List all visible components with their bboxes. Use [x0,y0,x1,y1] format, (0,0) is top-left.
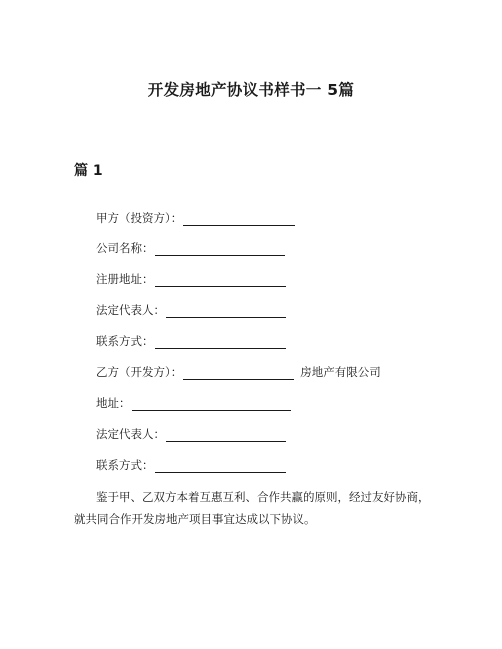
field-label: 联系方式： [96,334,154,348]
address-field [96,395,291,411]
fill-in-blank [166,305,286,318]
party-b-field [96,364,381,380]
field-suffix: 房地产有限公司 [300,365,381,379]
fill-in-blank [155,243,285,256]
field-label: 联系方式： [96,458,154,472]
legal-representative-field [96,302,286,318]
fill-in-blank [132,398,291,411]
field-label: 甲方（投资方）： [96,211,183,225]
field-label: 法定代表人： [96,303,165,317]
legal-representative-field-b [96,426,286,442]
field-label: 注册地址： [96,272,154,286]
fill-in-blank [183,213,295,226]
field-label: 地址： [96,396,131,410]
company-name-field [96,240,285,256]
field-label: 乙方（开发方）： [96,365,183,379]
document-title: 开发房地产协议书样书一 5篇 [147,81,355,99]
preamble-paragraph: 鉴于甲、乙双方本着互惠互利、合作共赢的原则，经过友好协商，就共同合作开发房地产项目事宜达成以下协议。 [74,490,430,526]
fill-in-blank [166,429,286,442]
contact-field [96,333,286,349]
fill-in-blank [183,367,294,380]
party-a-field [96,210,295,226]
fill-in-blank [155,460,286,473]
section-heading: 篇 1 [74,163,103,179]
contact-field-b [96,457,286,473]
fill-in-blank [155,274,286,287]
field-label: 法定代表人： [96,427,165,441]
field-label: 公司名称： [96,241,154,255]
fill-in-blank [155,336,286,349]
registered-address-field [96,271,286,287]
